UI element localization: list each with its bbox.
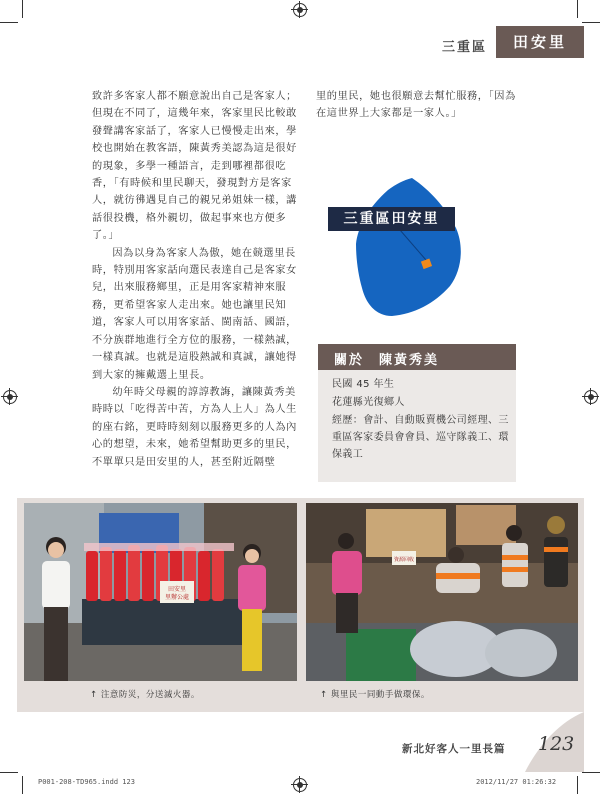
header-district: 三重區 (442, 40, 488, 55)
footer-title: 新北好客人一里長篇 (402, 743, 506, 755)
registration-mark-icon (584, 390, 598, 404)
photo-caption: ↑ 與里民一同動手做環保。 (320, 690, 430, 700)
crop-mark (582, 772, 600, 773)
registration-mark-icon (293, 778, 307, 792)
about-title: 關於 陳黃秀美 (334, 353, 440, 368)
map-label: 三重區田安里 (328, 207, 455, 231)
photo-recycling (306, 503, 578, 681)
paragraph: 幼年時父母親的諄諄教誨，讓陳黃秀美時時以「吃得苦中苦，方為人上人」為人生的座右銘，更時時刻刻以服務更多的人為內心的想望，未來，她希望幫助更多的里民，不單單只是田安里的人，甚至附近隔壁 (92, 386, 297, 468)
about-content (332, 376, 510, 464)
crop-mark (0, 772, 18, 773)
paragraph: 因為以身為客家人為傲，她在競選里長時，特別用客家話向選民表達自己是客家女兒，出來服務鄉里，正是用客家精神來服務，更希望客家人走出來。她也讓里民知道，客家人可以用客家話、閩南話、國語，不分族群地進行全方位的服務，一樣熱誠，一樣真誠。也就是這股熱誠和真誠，讓她得到大家的擁戴選上里長。 (92, 247, 297, 381)
registration-mark-icon (3, 390, 17, 404)
about-birth-year: 民國 45 年生 (332, 379, 395, 390)
about-hometown: 花蓮縣光復鄉人 (332, 397, 405, 408)
svg-text:資源回收: 資源回收 (393, 557, 415, 563)
photo-fire-extinguishers (24, 503, 297, 681)
crop-mark (577, 776, 578, 794)
header-village-tab: 田安里 (496, 26, 584, 58)
paragraph: 里的里民，她也很願意去幫忙服務，「因為在這世界上大家都是一家人。」 (316, 91, 516, 120)
svg-text:田安里: 田安里 (167, 586, 187, 593)
crop-mark (582, 22, 600, 23)
slug-timestamp: 2012/11/27 01:26:32 (476, 778, 557, 786)
left-column (92, 88, 302, 471)
page-number: 123 (538, 733, 575, 755)
svg-text:里辦公處: 里辦公處 (164, 594, 190, 601)
right-column (316, 88, 518, 123)
about-experience: 經歷：會計、自動販賣機公司經理、三重區客家委員會會員、巡守隊義工、環保義工 (332, 415, 509, 460)
crop-mark (0, 22, 18, 23)
registration-mark-icon (293, 3, 307, 17)
photo-caption: ↑ 注意防災，分送滅火器。 (90, 690, 200, 700)
crop-mark (22, 0, 23, 18)
map-region-shape (356, 178, 461, 316)
crop-mark (22, 776, 23, 794)
crop-mark (577, 0, 578, 18)
slug-file: P001-208-TD965.indd 123 (38, 778, 135, 786)
district-map (326, 176, 506, 316)
paragraph: 致許多客家人都不願意說出自己是客家人；但現在不同了，這幾年來，客家里民比較敢發聲講客家話了，客家人已慢慢走出來，學校也開始在教客語，陳黃秀美認為這是很好的現象，多學一種語言，走到哪裡都很吃香，「有時候和里民聊天，發現對方是客家人，就彷彿遇見自己的親兄弟姐妹一樣，講話很投機，格外親切，做起事來也方便多了。」 (92, 91, 297, 242)
